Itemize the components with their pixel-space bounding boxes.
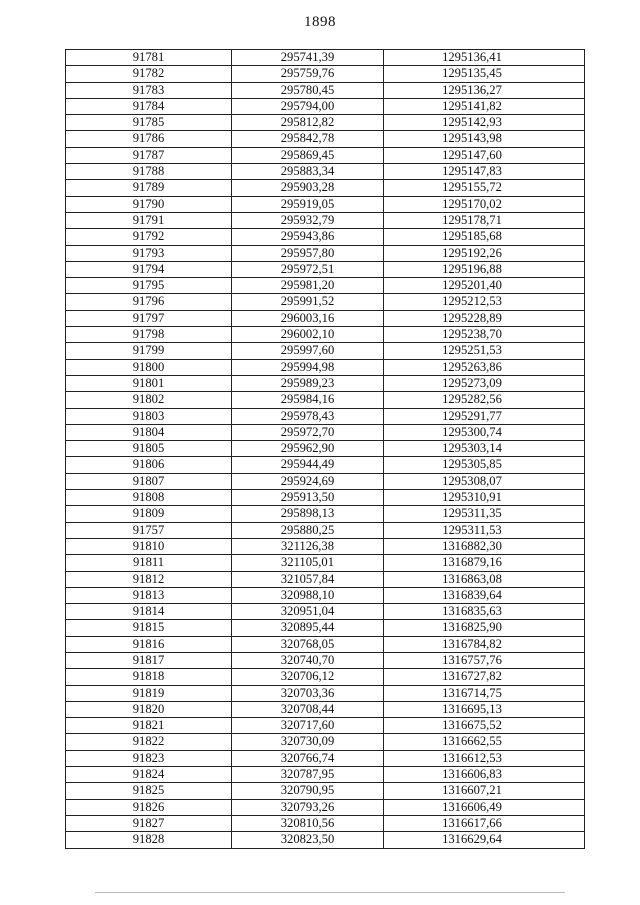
point-number-cell: 91825: [66, 783, 232, 799]
x-coordinate-cell: 320703,36: [232, 685, 384, 701]
x-coordinate-cell: 295794,00: [232, 98, 384, 114]
point-number-cell: 91820: [66, 701, 232, 717]
table-row: [66, 359, 585, 375]
x-coordinate-cell: 320768,05: [232, 636, 384, 652]
y-coordinate-cell: 1295201,40: [384, 278, 585, 294]
point-number-cell: 91811: [66, 555, 232, 571]
y-coordinate-cell: 1295311,53: [384, 522, 585, 538]
table-row: [66, 310, 585, 326]
table-row: [66, 555, 585, 571]
y-coordinate-cell: 1316784,82: [384, 636, 585, 652]
point-number-cell: 91789: [66, 180, 232, 196]
y-coordinate-cell: 1295178,71: [384, 212, 585, 228]
x-coordinate-cell: 320787,95: [232, 767, 384, 783]
point-number-cell: 91757: [66, 522, 232, 538]
x-coordinate-cell: 320790,95: [232, 783, 384, 799]
point-number-cell: 91807: [66, 473, 232, 489]
y-coordinate-cell: 1295310,91: [384, 490, 585, 506]
x-coordinate-cell: 320706,12: [232, 669, 384, 685]
table-row: [66, 115, 585, 131]
point-number-cell: 91828: [66, 832, 232, 848]
x-coordinate-cell: 296002,10: [232, 327, 384, 343]
x-coordinate-cell: 295981,20: [232, 278, 384, 294]
table-row: [66, 571, 585, 587]
table-row: [66, 408, 585, 424]
y-coordinate-cell: 1316757,76: [384, 652, 585, 668]
y-coordinate-cell: 1295308,07: [384, 473, 585, 489]
table-row: [66, 327, 585, 343]
y-coordinate-cell: 1316617,66: [384, 815, 585, 831]
point-number-cell: 91810: [66, 538, 232, 554]
x-coordinate-cell: 295880,25: [232, 522, 384, 538]
point-number-cell: 91799: [66, 343, 232, 359]
point-number-cell: 91785: [66, 115, 232, 131]
point-number-cell: 91781: [66, 50, 232, 66]
table-row: [66, 636, 585, 652]
y-coordinate-cell: 1295303,14: [384, 441, 585, 457]
point-number-cell: 91790: [66, 196, 232, 212]
point-number-cell: 91819: [66, 685, 232, 701]
table-row: [66, 620, 585, 636]
x-coordinate-cell: 295898,13: [232, 506, 384, 522]
x-coordinate-cell: 320766,74: [232, 750, 384, 766]
x-coordinate-cell: 320730,09: [232, 734, 384, 750]
point-number-cell: 91814: [66, 604, 232, 620]
point-number-cell: 91823: [66, 750, 232, 766]
x-coordinate-cell: 321126,38: [232, 538, 384, 554]
table-row: [66, 278, 585, 294]
point-number-cell: 91821: [66, 718, 232, 734]
x-coordinate-cell: 320823,50: [232, 832, 384, 848]
table-row: [66, 701, 585, 717]
x-coordinate-cell: 320708,44: [232, 701, 384, 717]
point-number-cell: 91824: [66, 767, 232, 783]
table-row: [66, 441, 585, 457]
x-coordinate-cell: 295869,45: [232, 147, 384, 163]
y-coordinate-cell: 1316606,49: [384, 799, 585, 815]
table-row: [66, 815, 585, 831]
x-coordinate-cell: 320717,60: [232, 718, 384, 734]
point-number-cell: 91786: [66, 131, 232, 147]
y-coordinate-cell: 1295263,86: [384, 359, 585, 375]
table-row: [66, 832, 585, 848]
x-coordinate-cell: 296003,16: [232, 310, 384, 326]
table-row: [66, 652, 585, 668]
y-coordinate-cell: 1295147,60: [384, 147, 585, 163]
y-coordinate-cell: 1295143,98: [384, 131, 585, 147]
x-coordinate-cell: 295924,69: [232, 473, 384, 489]
x-coordinate-cell: 320988,10: [232, 587, 384, 603]
y-coordinate-cell: 1295155,72: [384, 180, 585, 196]
y-coordinate-cell: 1295136,27: [384, 82, 585, 98]
point-number-cell: 91815: [66, 620, 232, 636]
y-coordinate-cell: 1316606,83: [384, 767, 585, 783]
y-coordinate-cell: 1316879,16: [384, 555, 585, 571]
point-number-cell: 91791: [66, 212, 232, 228]
point-number-cell: 91817: [66, 652, 232, 668]
table-row: [66, 538, 585, 554]
x-coordinate-cell: 295989,23: [232, 375, 384, 391]
table-row: [66, 750, 585, 766]
x-coordinate-cell: 295759,76: [232, 66, 384, 82]
y-coordinate-cell: 1316612,53: [384, 750, 585, 766]
point-number-cell: 91822: [66, 734, 232, 750]
table-row: [66, 180, 585, 196]
point-number-cell: 91795: [66, 278, 232, 294]
table-row: [66, 587, 585, 603]
table-row: [66, 718, 585, 734]
y-coordinate-cell: 1295136,41: [384, 50, 585, 66]
point-number-cell: 91809: [66, 506, 232, 522]
x-coordinate-cell: 320793,26: [232, 799, 384, 815]
y-coordinate-cell: 1295311,35: [384, 506, 585, 522]
table-row: [66, 734, 585, 750]
table-row: [66, 490, 585, 506]
table-row: [66, 343, 585, 359]
y-coordinate-cell: 1295212,53: [384, 294, 585, 310]
table-row: [66, 783, 585, 799]
table-row: [66, 196, 585, 212]
coordinates-table-body: [66, 50, 585, 849]
table-row: [66, 457, 585, 473]
table-row: [66, 473, 585, 489]
table-row: [66, 261, 585, 277]
y-coordinate-cell: 1295135,45: [384, 66, 585, 82]
y-coordinate-cell: 1316825,90: [384, 620, 585, 636]
page-number: 1898: [304, 14, 336, 30]
table-row: [66, 506, 585, 522]
x-coordinate-cell: 295991,52: [232, 294, 384, 310]
table-row: [66, 294, 585, 310]
point-number-cell: 91827: [66, 815, 232, 831]
y-coordinate-cell: 1295142,93: [384, 115, 585, 131]
y-coordinate-cell: 1295273,09: [384, 375, 585, 391]
point-number-cell: 91782: [66, 66, 232, 82]
y-coordinate-cell: 1316629,64: [384, 832, 585, 848]
table-row: [66, 82, 585, 98]
table-row: [66, 98, 585, 114]
y-coordinate-cell: 1316675,52: [384, 718, 585, 734]
y-coordinate-cell: 1295238,70: [384, 327, 585, 343]
point-number-cell: 91792: [66, 229, 232, 245]
y-coordinate-cell: 1316727,82: [384, 669, 585, 685]
x-coordinate-cell: 320895,44: [232, 620, 384, 636]
point-number-cell: 91806: [66, 457, 232, 473]
point-number-cell: 91808: [66, 490, 232, 506]
y-coordinate-cell: 1316662,55: [384, 734, 585, 750]
x-coordinate-cell: 321057,84: [232, 571, 384, 587]
x-coordinate-cell: 295997,60: [232, 343, 384, 359]
table-row: [66, 164, 585, 180]
point-number-cell: 91804: [66, 424, 232, 440]
x-coordinate-cell: 295994,98: [232, 359, 384, 375]
x-coordinate-cell: 295919,05: [232, 196, 384, 212]
y-coordinate-cell: 1316839,64: [384, 587, 585, 603]
y-coordinate-cell: 1316835,63: [384, 604, 585, 620]
point-number-cell: 91798: [66, 327, 232, 343]
x-coordinate-cell: 320951,04: [232, 604, 384, 620]
point-number-cell: 91826: [66, 799, 232, 815]
table-row: [66, 685, 585, 701]
x-coordinate-cell: 295741,39: [232, 50, 384, 66]
table-row: [66, 767, 585, 783]
y-coordinate-cell: 1316863,08: [384, 571, 585, 587]
y-coordinate-cell: 1295196,88: [384, 261, 585, 277]
point-number-cell: 91818: [66, 669, 232, 685]
y-coordinate-cell: 1316714,75: [384, 685, 585, 701]
y-coordinate-cell: 1295170,02: [384, 196, 585, 212]
point-number-cell: 91788: [66, 164, 232, 180]
y-coordinate-cell: 1295141,82: [384, 98, 585, 114]
y-coordinate-cell: 1316882,30: [384, 538, 585, 554]
y-coordinate-cell: 1316607,21: [384, 783, 585, 799]
table-row: [66, 147, 585, 163]
table-row: [66, 66, 585, 82]
y-coordinate-cell: 1295282,56: [384, 392, 585, 408]
table-row: [66, 229, 585, 245]
x-coordinate-cell: 295842,78: [232, 131, 384, 147]
table-row: [66, 392, 585, 408]
point-number-cell: 91796: [66, 294, 232, 310]
coordinates-table: [65, 49, 585, 849]
point-number-cell: 91783: [66, 82, 232, 98]
y-coordinate-cell: 1295305,85: [384, 457, 585, 473]
table-row: [66, 245, 585, 261]
table-row: [66, 522, 585, 538]
point-number-cell: 91801: [66, 375, 232, 391]
table-row: [66, 669, 585, 685]
x-coordinate-cell: 320740,70: [232, 652, 384, 668]
x-coordinate-cell: 295913,50: [232, 490, 384, 506]
table-row: [66, 424, 585, 440]
y-coordinate-cell: 1295228,89: [384, 310, 585, 326]
point-number-cell: 91793: [66, 245, 232, 261]
x-coordinate-cell: 295962,90: [232, 441, 384, 457]
x-coordinate-cell: 295932,79: [232, 212, 384, 228]
point-number-cell: 91803: [66, 408, 232, 424]
x-coordinate-cell: 295978,43: [232, 408, 384, 424]
x-coordinate-cell: 295957,80: [232, 245, 384, 261]
x-coordinate-cell: 295883,34: [232, 164, 384, 180]
x-coordinate-cell: 321105,01: [232, 555, 384, 571]
y-coordinate-cell: 1295251,53: [384, 343, 585, 359]
table-row: [66, 50, 585, 66]
x-coordinate-cell: 295780,45: [232, 82, 384, 98]
point-number-cell: 91813: [66, 587, 232, 603]
table-row: [66, 375, 585, 391]
point-number-cell: 91805: [66, 441, 232, 457]
x-coordinate-cell: 295943,86: [232, 229, 384, 245]
point-number-cell: 91787: [66, 147, 232, 163]
point-number-cell: 91816: [66, 636, 232, 652]
x-coordinate-cell: 295903,28: [232, 180, 384, 196]
point-number-cell: 91797: [66, 310, 232, 326]
point-number-cell: 91812: [66, 571, 232, 587]
point-number-cell: 91784: [66, 98, 232, 114]
y-coordinate-cell: 1295291,77: [384, 408, 585, 424]
y-coordinate-cell: 1295192,26: [384, 245, 585, 261]
bottom-divider: [95, 892, 565, 893]
x-coordinate-cell: 295812,82: [232, 115, 384, 131]
y-coordinate-cell: 1295300,74: [384, 424, 585, 440]
table-row: [66, 799, 585, 815]
x-coordinate-cell: 320810,56: [232, 815, 384, 831]
y-coordinate-cell: 1295147,83: [384, 164, 585, 180]
table-row: [66, 212, 585, 228]
point-number-cell: 91802: [66, 392, 232, 408]
y-coordinate-cell: 1295185,68: [384, 229, 585, 245]
x-coordinate-cell: 295944,49: [232, 457, 384, 473]
table-row: [66, 131, 585, 147]
x-coordinate-cell: 295984,16: [232, 392, 384, 408]
x-coordinate-cell: 295972,51: [232, 261, 384, 277]
y-coordinate-cell: 1316695,13: [384, 701, 585, 717]
point-number-cell: 91794: [66, 261, 232, 277]
table-row: [66, 604, 585, 620]
x-coordinate-cell: 295972,70: [232, 424, 384, 440]
point-number-cell: 91800: [66, 359, 232, 375]
